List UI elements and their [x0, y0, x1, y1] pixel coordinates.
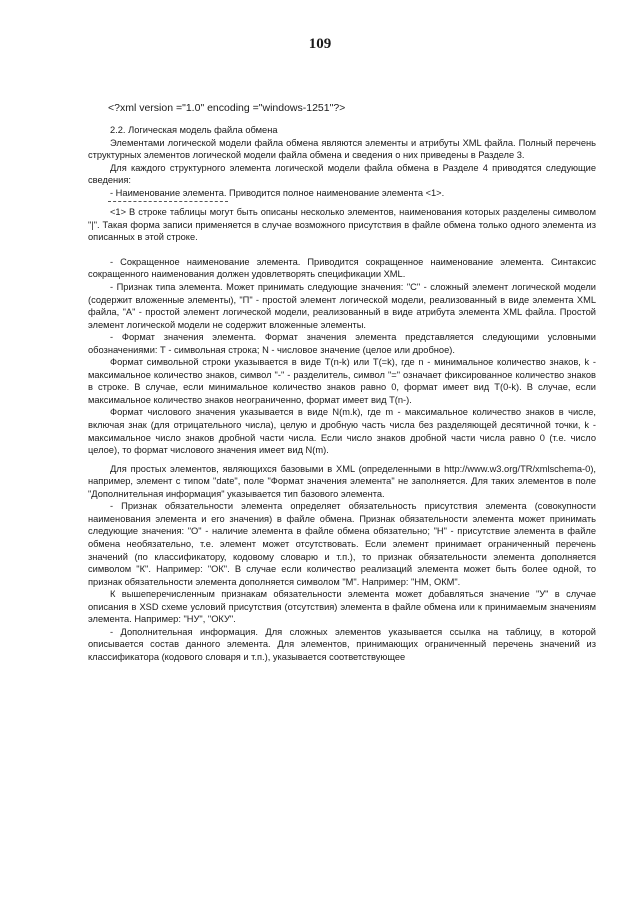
xml-declaration: <?xml version ="1.0" encoding ="windows-1251"?>: [108, 102, 346, 114]
paragraph: Для каждого структурного элемента логической модели файла обмена в Разделе 4 приводятся следующие сведения:: [88, 162, 596, 186]
paragraph: Формат символьной строки указывается в виде Т(n-k) или T(=k), где n - минимальное количество знаков, k - максимальное количество знаков, символ "-" - разделитель, символ "=" означает фиксированное количество знаков в строке. В случае, если минимальное количество знаков равно 0, формат имеет вид Т(0-k). В случае, если максимальное количество знаков неограниченно, формат имеет вид Т(n-).: [88, 357, 596, 405]
paragraph: - Наименование элемента. Приводится полное наименование элемента <1>.: [110, 187, 445, 198]
footnote-separator: [108, 201, 228, 202]
paragraph: - Дополнительная информация. Для сложных элементов указывается ссылка на таблицу, в которой описывается состав данного элемента. Для элементов, принимающих ограниченный перечень значений из классификатора (кодового словаря и т.п.), указывается соответствующее: [88, 626, 596, 662]
paragraph: - Сокращенное наименование элемента. Приводится сокращенное наименование элемента. Синтаксис сокращенного наименования должен удовлетворять спецификации XML.: [88, 256, 596, 280]
paragraph: Элементами логической модели файла обмена являются элементы и атрибуты XML файла. Полный перечень структурных элементов логической модели файла обмена и сведения о них приведены в Разделе 3.: [88, 137, 596, 161]
paragraph: - Формат значения элемента. Формат значения элемента представляется следующими условными обозначениями: Т - символьная строка; N - числовое значение (целое или дробное).: [88, 332, 596, 355]
section-heading: 2.2. Логическая модель файла обмена: [110, 125, 278, 135]
paragraph: - Признак типа элемента. Может принимать следующие значения: "С" - сложный элемент логической модели (содержит вложенные элементы), "П" - простой элемент логической модели, реализованный в виде элемента XML файла, "А" - простой элемент логической модели, реализованный в виде атрибута элемента XML файла. Простой элемент логической модели не содержит вложенные элементы.: [88, 282, 596, 330]
page-number: 109: [308, 36, 332, 52]
paragraph: - Признак обязательности элемента определяет обязательность присутствия элемента (совокупности наименования элемента и его значения) в файле обмена. Признак обязательности элемента может принимать следующие значения: "О" - наличие элемента в файле обмена обязательно; "Н" - присутствие элемента в файле обмена необязательно, т.е. элемент может отсутствовать. Если элемент принимает ограниченный перечень значений (по классификатору, кодовому словарю и т.п.), то признак обязательности элемента дополняется символом "К". Например: "ОК". В случае если количество реализаций элемента может быть более одной, то признак обязательности элемента дополняется символом "М". Например: "НМ, ОКМ".: [88, 501, 596, 587]
paragraph: К вышеперечисленным признакам обязательности элемента может добавляться значение "У" в случае описания в XSD схеме условий присутствия (отсутствия) элемента в файле обмена или к принимаемым значениям элемента. Например: "НУ", "ОКУ".: [88, 589, 596, 625]
document-body: [88, 124, 596, 663]
paragraph: Формат числового значения указывается в виде N(m.k), где m - максимальное количество знаков в числе, включая знак (для отрицательного числа), целую и дробную часть числа без разделяющей десятичной точки, k - максимальное число знаков дробной части числа. Если число знаков дробной части числа равно 0 (т.е. число целое), то формат числового значения имеет вид N(m).: [88, 407, 596, 456]
footnote: <1> В строке таблицы могут быть описаны несколько элементов, наименования которых разделены символом "|". Такая форма записи применяется в случае возможного присутствия в файле обмена только одного элемента из описанных в этой строке.: [88, 207, 596, 243]
paragraph: Для простых элементов, являющихся базовыми в XML (определенными в http://www.w3.org/TR/xmlschema-0), например, элемент с типом "date", поле "Формат значения элемента" не заполняется. Для таких элементов в поле "Дополнительная информация" указывается тип базового элемента.: [88, 463, 596, 499]
